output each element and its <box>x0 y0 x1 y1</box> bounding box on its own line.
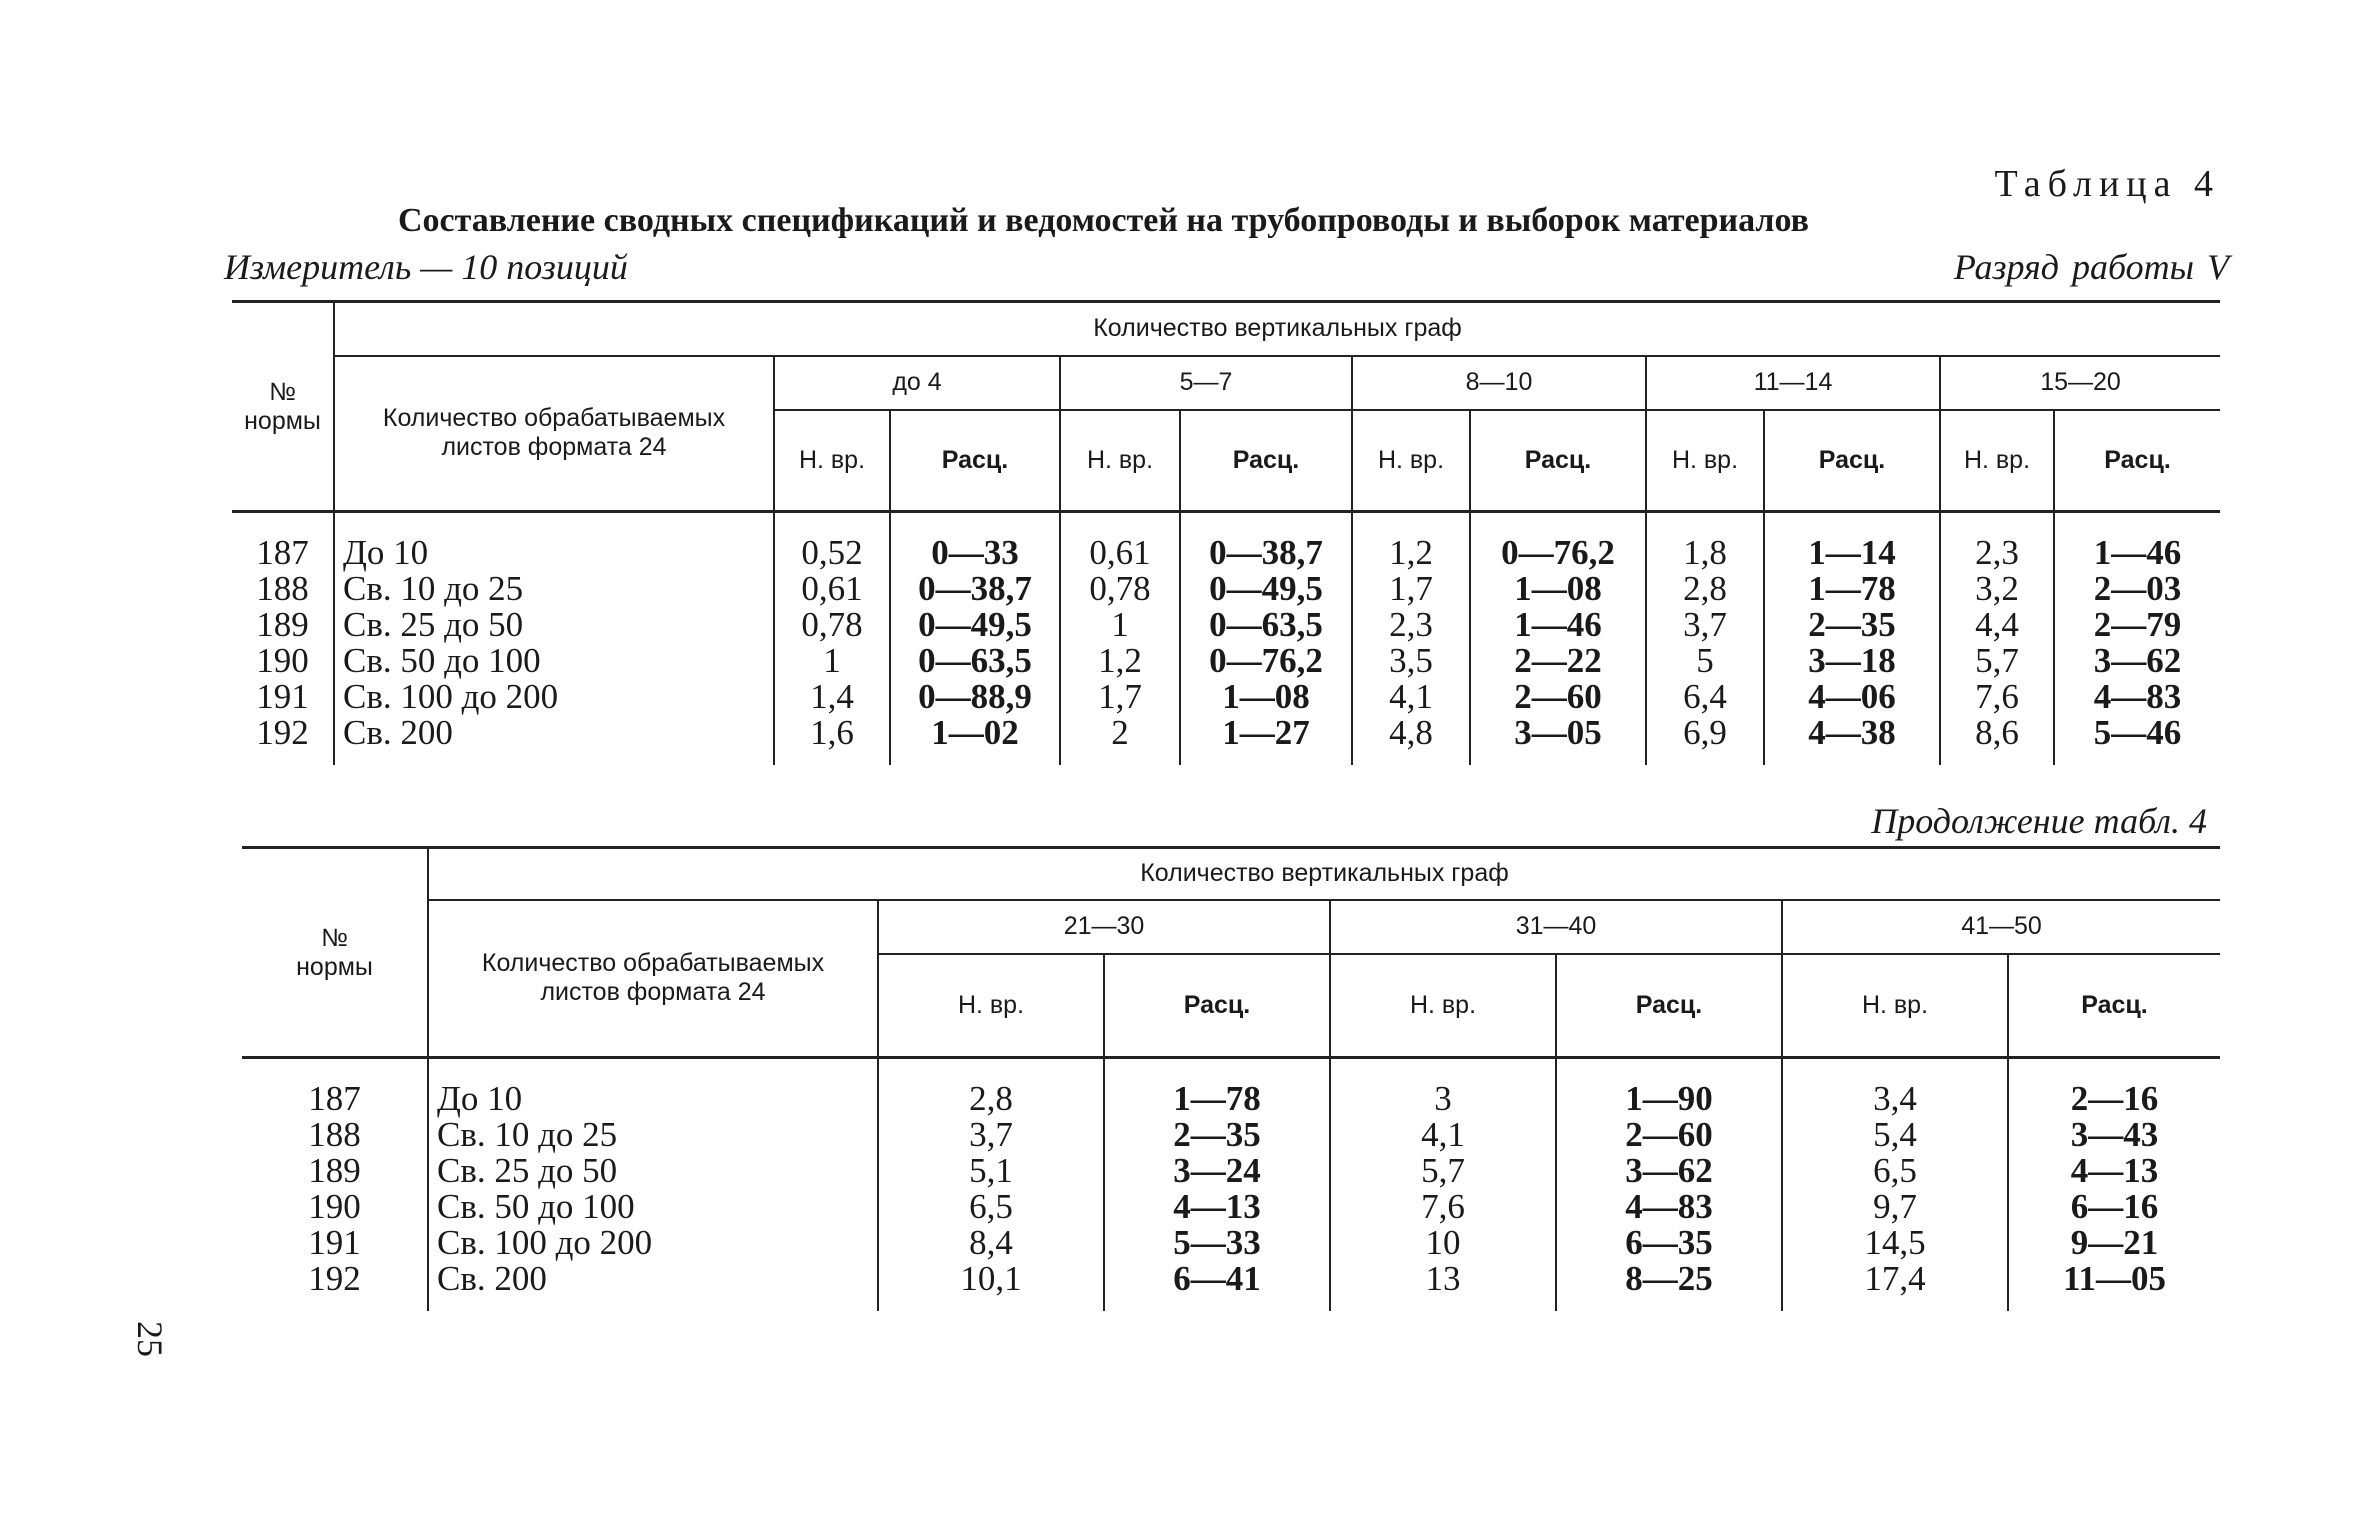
sheets-range: Св. 100 до 200 <box>334 679 774 715</box>
rate-cell: 4—06 <box>1764 679 1940 715</box>
rate-cell: 11—05 <box>2008 1261 2220 1311</box>
table-row <box>232 512 2220 572</box>
time-norm-cell: 4,1 <box>1352 679 1470 715</box>
header-time: Н. вр. <box>1782 954 2008 1058</box>
measure-unit: Измеритель — 10 позиций <box>224 247 628 287</box>
header-time: Н. вр. <box>878 954 1104 1058</box>
continuation-label: Продолжение табл. 4 <box>1871 801 2207 841</box>
rate-cell: 1—02 <box>890 715 1060 765</box>
header-time: Н. вр. <box>1060 410 1180 512</box>
table-row <box>232 715 2220 765</box>
time-norm-cell: 3,4 <box>1782 1058 2008 1118</box>
time-norm-cell: 2,3 <box>1352 607 1470 643</box>
time-norm-cell: 1,7 <box>1352 571 1470 607</box>
table-label: Таблица 4 <box>1994 163 2220 205</box>
rate-cell: 0—33 <box>890 512 1060 572</box>
table-row <box>232 607 2220 643</box>
time-norm-cell: 5,1 <box>878 1153 1104 1189</box>
rate-cell: 2—60 <box>1556 1117 1782 1153</box>
rate-cell: 3—62 <box>1556 1153 1782 1189</box>
norm-number: 188 <box>256 569 309 608</box>
sheets-range: До 10 <box>428 1058 878 1118</box>
header-columns-group: Количество вертикальных граф <box>334 302 2220 356</box>
header-rate: Расц. <box>2008 954 2220 1058</box>
time-norm-cell: 2,3 <box>1940 512 2054 572</box>
norm-number: 187 <box>308 1079 361 1118</box>
rate-cell: 4—13 <box>2008 1153 2220 1189</box>
rate-cell: 4—13 <box>1104 1189 1330 1225</box>
time-norm-cell: 0,61 <box>1060 512 1180 572</box>
time-norm-cell: 1,2 <box>1060 643 1180 679</box>
sheets-range: Св. 50 до 100 <box>334 643 774 679</box>
rate-cell: 1—46 <box>2054 512 2220 572</box>
header-rate: Расц. <box>1180 410 1352 512</box>
table-1-body <box>232 512 2220 766</box>
table-2-body <box>242 1058 2220 1312</box>
time-norm-cell: 7,6 <box>1940 679 2054 715</box>
rate-cell: 6—35 <box>1556 1225 1782 1261</box>
time-norm-cell: 1,2 <box>1352 512 1470 572</box>
time-norm-cell: 5,4 <box>1782 1117 2008 1153</box>
time-norm-cell: 9,7 <box>1782 1189 2008 1225</box>
header-rate: Расц. <box>890 410 1060 512</box>
time-norm-cell: 3,2 <box>1940 571 2054 607</box>
time-norm-cell: 4,8 <box>1352 715 1470 765</box>
rate-cell: 0—49,5 <box>890 607 1060 643</box>
time-norm-cell: 0,78 <box>1060 571 1180 607</box>
rate-cell: 0—38,7 <box>1180 512 1352 572</box>
time-norm-cell: 10 <box>1330 1225 1556 1261</box>
rate-cell: 6—16 <box>2008 1189 2220 1225</box>
rate-cell: 0—49,5 <box>1180 571 1352 607</box>
table-row <box>232 571 2220 607</box>
norm-number: 189 <box>256 605 309 644</box>
norm-number: 189 <box>308 1151 361 1190</box>
header-group: 5—7 <box>1060 356 1352 410</box>
norms-table-1 <box>232 300 2220 765</box>
rate-cell: 3—24 <box>1104 1153 1330 1189</box>
time-norm-cell: 0,61 <box>774 571 890 607</box>
norm-number: 190 <box>256 641 309 680</box>
time-norm-cell: 3,5 <box>1352 643 1470 679</box>
rate-cell: 1—46 <box>1470 607 1646 643</box>
sheets-range: Св. 50 до 100 <box>428 1189 878 1225</box>
time-norm-cell: 3,7 <box>1646 607 1764 643</box>
rate-cell: 3—62 <box>2054 643 2220 679</box>
table-row <box>232 643 2220 679</box>
header-rate: Расц. <box>1556 954 1782 1058</box>
time-norm-cell: 1,4 <box>774 679 890 715</box>
rate-cell: 1—27 <box>1180 715 1352 765</box>
header-norm-no: № нормы <box>244 377 321 435</box>
rate-cell: 5—46 <box>2054 715 2220 765</box>
table-2-header <box>242 848 2220 1058</box>
time-norm-cell: 3,7 <box>878 1117 1104 1153</box>
rate-cell: 8—25 <box>1556 1261 1782 1311</box>
sheets-range: Св. 10 до 25 <box>334 571 774 607</box>
time-norm-cell: 2 <box>1060 715 1180 765</box>
time-norm-cell: 5 <box>1646 643 1764 679</box>
rate-cell: 3—18 <box>1764 643 1940 679</box>
norm-number: 188 <box>308 1115 361 1154</box>
table-1-header <box>232 302 2220 512</box>
page-number: 25 <box>130 1321 170 1357</box>
work-grade: Разряд работы V <box>1953 247 2229 287</box>
norm-number: 191 <box>308 1223 361 1262</box>
sheets-range: Св. 100 до 200 <box>428 1225 878 1261</box>
rate-cell: 4—83 <box>2054 679 2220 715</box>
rate-cell: 4—83 <box>1556 1189 1782 1225</box>
time-norm-cell: 2,8 <box>878 1058 1104 1118</box>
norm-number: 192 <box>256 713 309 752</box>
header-columns-group: Количество вертикальных граф <box>428 848 2220 900</box>
rate-cell: 1—08 <box>1470 571 1646 607</box>
header-time: Н. вр. <box>1940 410 2054 512</box>
rate-cell: 0—38,7 <box>890 571 1060 607</box>
sheets-range: Св. 200 <box>428 1261 878 1311</box>
table-row <box>242 1117 2220 1153</box>
rate-cell: 1—14 <box>1764 512 1940 572</box>
header-time: Н. вр. <box>774 410 890 512</box>
time-norm-cell: 5,7 <box>1940 643 2054 679</box>
rate-cell: 4—38 <box>1764 715 1940 765</box>
header-rate: Расц. <box>1104 954 1330 1058</box>
rate-cell: 2—16 <box>2008 1058 2220 1118</box>
time-norm-cell: 6,5 <box>878 1189 1104 1225</box>
table-row <box>232 679 2220 715</box>
header-time: Н. вр. <box>1330 954 1556 1058</box>
header-time: Н. вр. <box>1646 410 1764 512</box>
time-norm-cell: 1 <box>774 643 890 679</box>
rate-cell: 1—90 <box>1556 1058 1782 1118</box>
rate-cell: 2—35 <box>1104 1117 1330 1153</box>
norm-number: 191 <box>256 677 309 716</box>
sheets-range: Св. 25 до 50 <box>428 1153 878 1189</box>
sheets-range: Св. 25 до 50 <box>334 607 774 643</box>
time-norm-cell: 4,4 <box>1940 607 2054 643</box>
norm-number: 187 <box>256 533 309 572</box>
time-norm-cell: 8,6 <box>1940 715 2054 765</box>
time-norm-cell: 2,8 <box>1646 571 1764 607</box>
header-group: 21—30 <box>878 900 1330 954</box>
norm-number: 190 <box>308 1187 361 1226</box>
time-norm-cell: 13 <box>1330 1261 1556 1311</box>
time-norm-cell: 3 <box>1330 1058 1556 1118</box>
rate-cell: 3—05 <box>1470 715 1646 765</box>
time-norm-cell: 7,6 <box>1330 1189 1556 1225</box>
header-group: 8—10 <box>1352 356 1646 410</box>
time-norm-cell: 14,5 <box>1782 1225 2008 1261</box>
header-sheets: Количество обрабатываемых листов формата 24 <box>428 900 878 1058</box>
rate-cell: 0—63,5 <box>890 643 1060 679</box>
rate-cell: 2—35 <box>1764 607 1940 643</box>
rate-cell: 0—76,2 <box>1180 643 1352 679</box>
rate-cell: 9—21 <box>2008 1225 2220 1261</box>
table-row <box>242 1261 2220 1311</box>
sheets-range: Св. 10 до 25 <box>428 1117 878 1153</box>
time-norm-cell: 1,8 <box>1646 512 1764 572</box>
table-row <box>242 1058 2220 1118</box>
time-norm-cell: 1,7 <box>1060 679 1180 715</box>
norms-table-2 <box>242 846 2220 1311</box>
header-norm-no: № нормы <box>296 923 373 981</box>
rate-cell: 6—41 <box>1104 1261 1330 1311</box>
time-norm-cell: 1 <box>1060 607 1180 643</box>
header-sheets: Количество обрабатываемых листов формата 24 <box>334 356 774 512</box>
time-norm-cell: 6,9 <box>1646 715 1764 765</box>
header-time: Н. вр. <box>1352 410 1470 512</box>
table-row <box>242 1225 2220 1261</box>
rate-cell: 5—33 <box>1104 1225 1330 1261</box>
header-group: 31—40 <box>1330 900 1782 954</box>
time-norm-cell: 0,78 <box>774 607 890 643</box>
time-norm-cell: 10,1 <box>878 1261 1104 1311</box>
time-norm-cell: 8,4 <box>878 1225 1104 1261</box>
rate-cell: 3—43 <box>2008 1117 2220 1153</box>
rate-cell: 2—60 <box>1470 679 1646 715</box>
time-norm-cell: 6,4 <box>1646 679 1764 715</box>
table-row <box>242 1153 2220 1189</box>
header-rate: Расц. <box>1470 410 1646 512</box>
time-norm-cell: 5,7 <box>1330 1153 1556 1189</box>
time-norm-cell: 6,5 <box>1782 1153 2008 1189</box>
header-rate: Расц. <box>1764 410 1940 512</box>
rate-cell: 2—79 <box>2054 607 2220 643</box>
rate-cell: 1—08 <box>1180 679 1352 715</box>
rate-cell: 1—78 <box>1104 1058 1330 1118</box>
table-row <box>242 1189 2220 1225</box>
sheets-range: До 10 <box>334 512 774 572</box>
time-norm-cell: 1,6 <box>774 715 890 765</box>
rate-cell: 0—88,9 <box>890 679 1060 715</box>
header-group: 15—20 <box>1940 356 2220 410</box>
time-norm-cell: 4,1 <box>1330 1117 1556 1153</box>
rate-cell: 0—76,2 <box>1470 512 1646 572</box>
norm-number: 192 <box>308 1259 361 1298</box>
time-norm-cell: 17,4 <box>1782 1261 2008 1311</box>
header-rate: Расц. <box>2054 410 2220 512</box>
time-norm-cell: 0,52 <box>774 512 890 572</box>
rate-cell: 2—22 <box>1470 643 1646 679</box>
header-group: 11—14 <box>1646 356 1940 410</box>
header-group: 41—50 <box>1782 900 2220 954</box>
sheets-range: Св. 200 <box>334 715 774 765</box>
header-group: до 4 <box>774 356 1060 410</box>
rate-cell: 2—03 <box>2054 571 2220 607</box>
page-title: Составление сводных спецификаций и ведомостей на трубопроводы и выборок материалов <box>398 202 1810 239</box>
rate-cell: 0—63,5 <box>1180 607 1352 643</box>
rate-cell: 1—78 <box>1764 571 1940 607</box>
